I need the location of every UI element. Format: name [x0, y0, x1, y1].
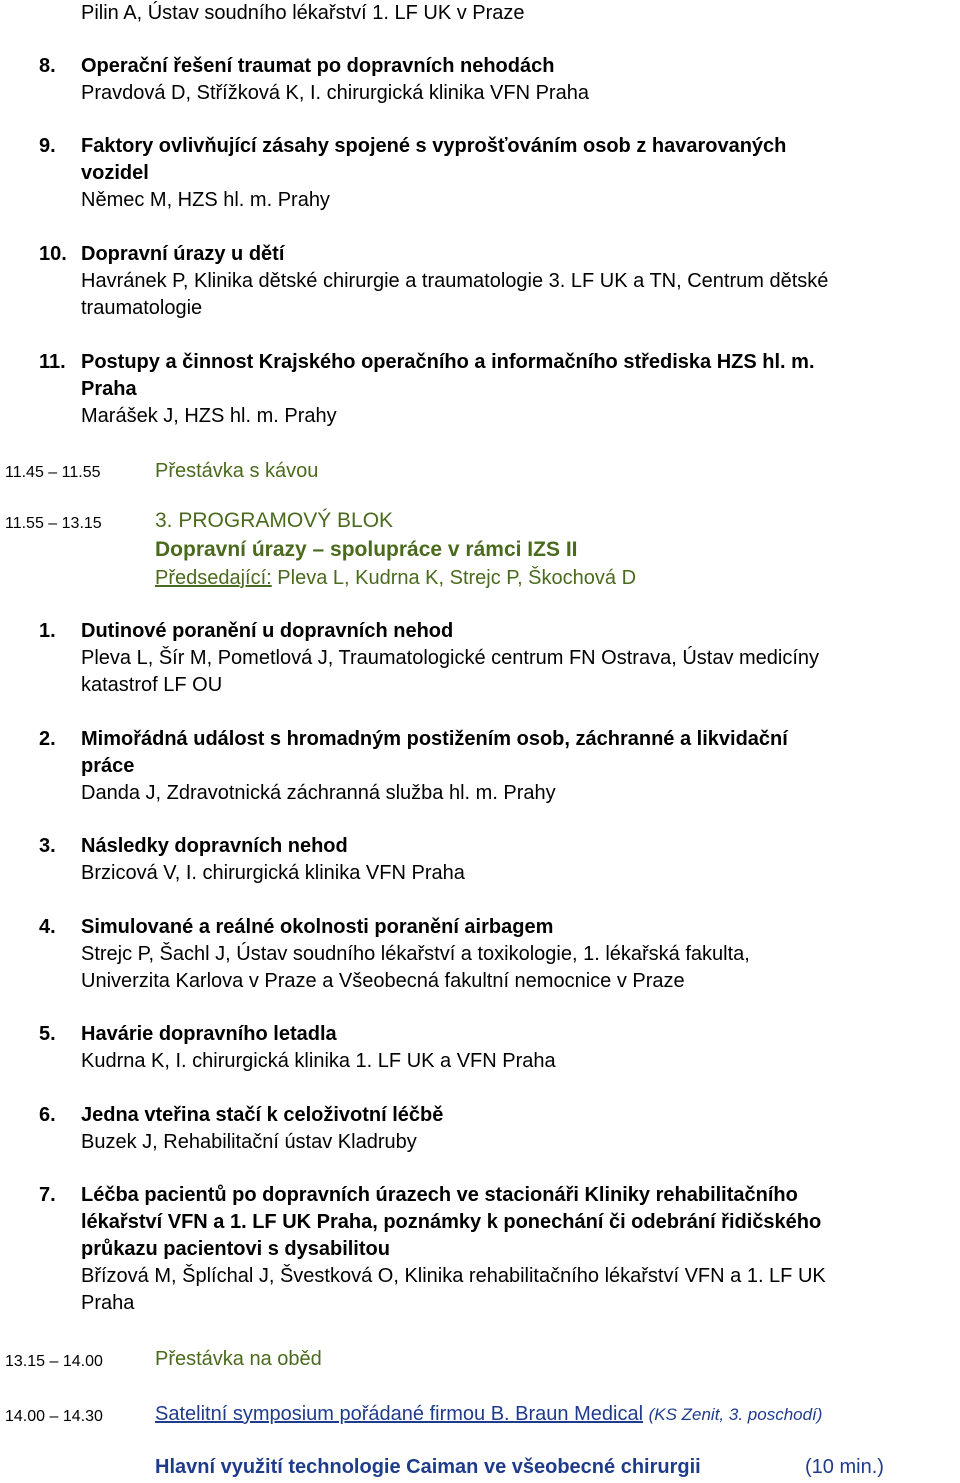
item-title: Léčba pacientů po dopravních úrazech ve stacionáři Kliniky rehabilitačního — [81, 1184, 798, 1206]
item-title: Mimořádná událost s hromadným postižením osob, záchranné a likvidační — [81, 728, 788, 750]
symposium-note: (KS Zenit, 3. poschodí) — [648, 1405, 823, 1424]
item-title-cont: práce — [81, 755, 135, 777]
item-authors-cont: Univerzita Karlova v Praze a Všeobecná fakultní nemocnice v Praze — [81, 970, 685, 992]
item-authors: Brzicová V, I. chirurgická klinika VFN Praha — [81, 862, 465, 884]
item-authors: Buzek J, Rehabilitační ústav Kladruby — [81, 1131, 417, 1153]
item-number: 7. — [39, 1184, 56, 1206]
break-label: Přestávka s kávou — [155, 460, 319, 482]
item-number: 5. — [39, 1023, 56, 1045]
chairs-label: Předsedající: — [155, 567, 272, 589]
item-authors: Břízová M, Šplíchal J, Švestková O, Klinika rehabilitačního lékařství VFN a 1. LF UK — [81, 1265, 826, 1287]
item-title: Dopravní úrazy u dětí — [81, 243, 285, 265]
talk-title: Hlavní využití technologie Caiman ve všeobecné chirurgii — [155, 1456, 701, 1478]
item-title-cont: vozidel — [81, 162, 149, 184]
item-authors: Danda J, Zdravotnická záchranná služba hl. m. Prahy — [81, 782, 556, 804]
item-authors-cont: Praha — [81, 1292, 135, 1314]
item-title: Postupy a činnost Krajského operačního a informačního střediska HZS hl. m. — [81, 351, 815, 373]
item-title: Havárie dopravního letadla — [81, 1023, 337, 1045]
item-authors: Strejc P, Šachl J, Ústav soudního lékařství a toxikologie, 1. lékařská fakulta, — [81, 943, 750, 965]
block-heading: 3. PROGRAMOVÝ BLOK — [155, 509, 394, 532]
item-number: 3. — [39, 835, 56, 857]
item-title: Operační řešení traumat po dopravních nehodách — [81, 55, 555, 77]
item-number: 8. — [39, 55, 56, 77]
item-number: 2. — [39, 728, 56, 750]
item-authors: Havránek P, Klinika dětské chirurgie a traumatologie 3. LF UK a TN, Centrum dětské — [81, 270, 829, 292]
item-number: 11. — [39, 351, 66, 373]
item-authors: Marášek J, HZS hl. m. Prahy — [81, 405, 337, 427]
item-number: 9. — [39, 135, 56, 157]
break-time: 13.15 – 14.00 — [5, 1353, 103, 1370]
item-title: Následky dopravních nehod — [81, 835, 348, 857]
item-title: Simulované a reálné okolnosti poranění airbagem — [81, 916, 554, 938]
item-authors: Pleva L, Šír M, Pometlová J, Traumatologické centrum FN Ostrava, Ústav medicíny — [81, 647, 820, 669]
symposium-time: 14.00 – 14.30 — [5, 1408, 103, 1425]
item-title: Jedna vteřina stačí k celoživotní léčbě — [81, 1104, 444, 1126]
item-authors-cont: traumatologie — [81, 297, 203, 319]
chairs-names: Pleva L, Kudrna K, Strejc P, Škochová D — [277, 567, 637, 589]
item-title-cont: lékařství VFN a 1. LF UK Praha, poznámky k ponechání či odebrání řidičského — [81, 1211, 822, 1233]
item-authors: Kudrna K, I. chirurgická klinika 1. LF UK a VFN Praha — [81, 1050, 556, 1072]
top-author-line: Pilin A, Ústav soudního lékařství 1. LF UK v Praze — [81, 2, 525, 24]
talk-duration: (10 min.) — [805, 1456, 884, 1478]
break-time: 11.45 – 11.55 — [5, 464, 101, 481]
item-number: 10. — [39, 243, 67, 265]
block-time: 11.55 – 13.15 — [5, 515, 102, 532]
item-authors: Pravdová D, Střížková K, I. chirurgická klinika VFN Praha — [81, 82, 589, 104]
item-title-cont: průkazu pacientovi s dysabilitou — [81, 1238, 390, 1260]
item-title-cont: Praha — [81, 378, 137, 400]
item-title: Faktory ovlivňující zásahy spojené s vyprošťováním osob z havarovaných — [81, 135, 787, 157]
item-authors-cont: katastrof LF OU — [81, 674, 223, 696]
item-title: Dutinové poranění u dopravních nehod — [81, 620, 454, 642]
block-subtitle: Dopravní úrazy – spolupráce v rámci IZS II — [155, 538, 578, 561]
item-number: 1. — [39, 620, 56, 642]
symposium-line — [155, 1400, 822, 1429]
symposium-label: Satelitní symposium pořádané firmou B. Braun Medical — [155, 1403, 644, 1425]
item-number: 6. — [39, 1104, 56, 1126]
item-authors: Němec M, HZS hl. m. Prahy — [81, 189, 330, 211]
block-chairs — [155, 564, 636, 592]
break-label: Přestávka na oběd — [155, 1348, 322, 1370]
item-number: 4. — [39, 916, 56, 938]
